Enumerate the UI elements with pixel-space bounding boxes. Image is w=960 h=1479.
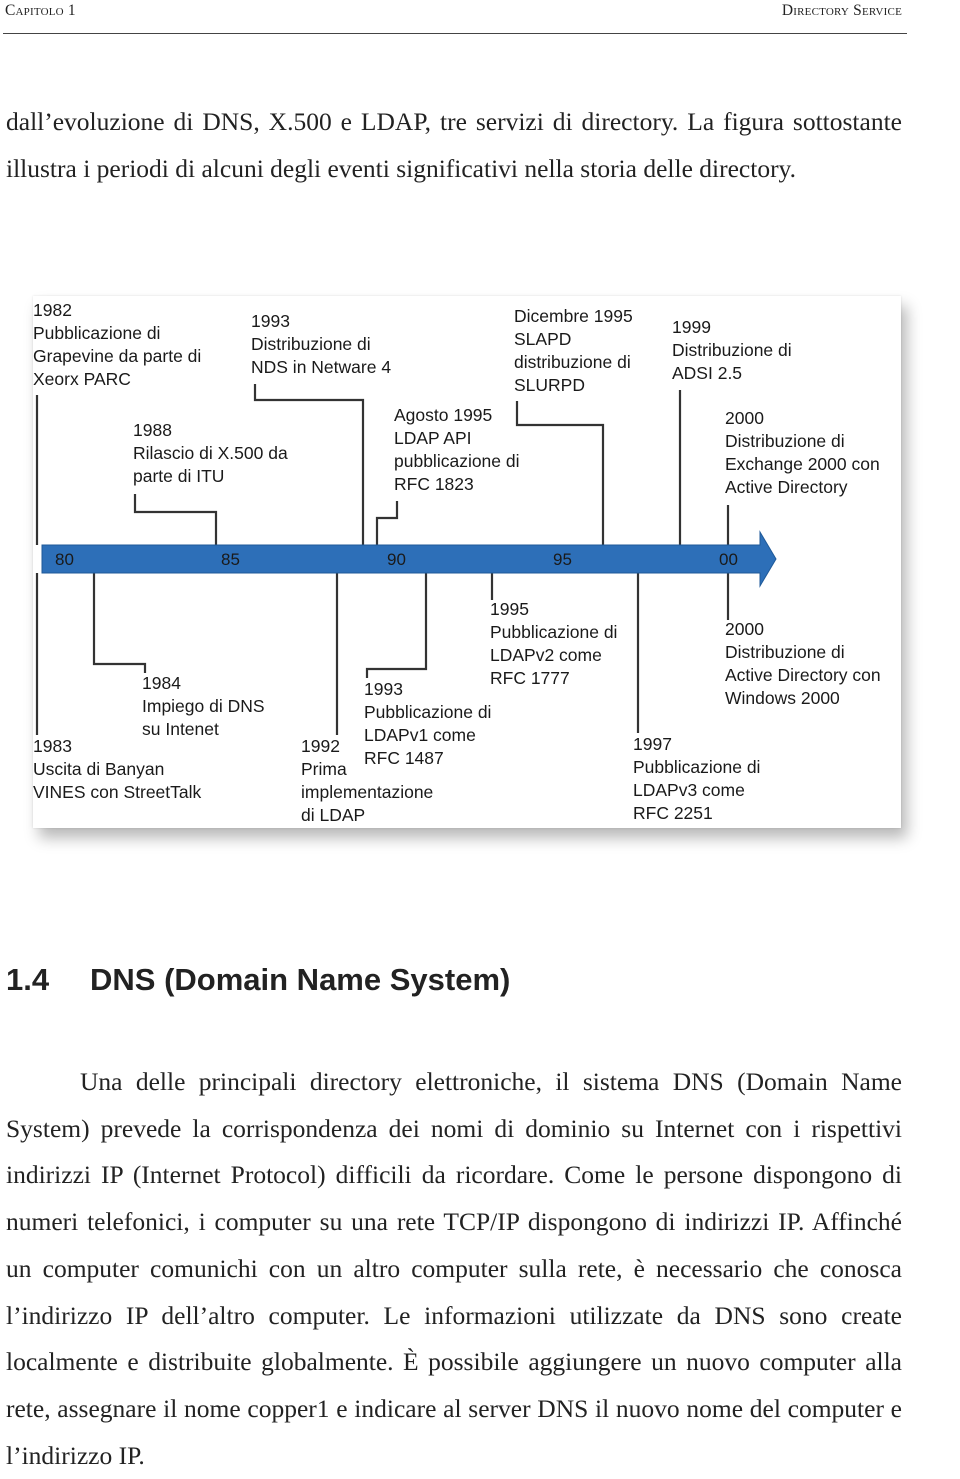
event-aug1995: Agosto 1995 LDAP API pubblicazione di RFC 1823 (394, 405, 520, 494)
chapter-label: Capitolo 1 (5, 2, 76, 19)
event-1982: 1982 Pubblicazione di Grapevine da parte di Xeorx PARC (33, 300, 202, 389)
event-1988: 1988 Rilascio di X.500 da parte di ITU (133, 420, 288, 486)
event-1997: 1997 Pubblicazione di LDAPv3 come RFC 2251 (633, 734, 761, 823)
event-2000-exchange: 2000 Distribuzione di Exchange 2000 con Active Directory (725, 408, 880, 497)
axis-tick: 80 (55, 550, 74, 569)
section-number: 1.4 (6, 962, 50, 997)
intro-paragraph: dall’evoluzione di DNS, X.500 e LDAP, tre servizi di directory. La figura sottostante illustra i periodi di alcuni degli eventi significativi nella storia delle directory. (6, 107, 902, 183)
timeline-axis-arrow (42, 532, 776, 586)
events-above (33, 300, 885, 497)
connector-dec1995 (517, 401, 603, 545)
event-1992: 1992 Prima implementazione di LDAP (301, 736, 434, 825)
events-below (33, 599, 885, 825)
event-1993-ldapv1: 1993 Pubblicazione di LDAPv1 come RFC 1487 (364, 679, 492, 768)
event-2000-ad: 2000 Distribuzione di Active Directory con Windows 2000 (725, 619, 881, 708)
event-1999: 1999 Distribuzione di ADSI 2.5 (672, 317, 792, 383)
event-1983: 1983 Uscita di Banyan VINES con StreetTalk (33, 736, 202, 802)
running-title: Directory Service (781, 2, 902, 19)
axis-tick: 00 (719, 550, 738, 569)
event-1984: 1984 Impiego di DNS su Intenet (142, 673, 265, 739)
event-dec1995: Dicembre 1995 SLAPD distribuzione di SLURPD (514, 306, 633, 395)
timeline-figure (33, 296, 901, 828)
connector-1984 (94, 573, 145, 673)
section-title: DNS (Domain Name System) (90, 962, 511, 997)
body-paragraph: Una delle principali directory elettroniche, il sistema DNS (Domain Name System) prevede la corrispondenza dei nomi di dominio su Internet con i rispettivi indirizzi IP (Internet Protocol) difficili da ricordare. Come le persone dispongono di numeri telefonici, i computer su una rete TCP/IP dispongono di indirizzi IP. Affinché un computer comunichi con un altro computer sulla rete, è necessario che conosca l’indirizzo IP dell’altro computer. Le informazioni utilizzate da DNS sono create localmente e distribuite globalmente. È possibile aggiungere un nuovo computer alla rete, assegnare il nome copper1 e indicare al server DNS il nuovo nome del computer e l’indirizzo IP. (6, 1067, 902, 1470)
event-1995-ldapv2: 1995 Pubblicazione di LDAPv2 come RFC 1777 (490, 599, 618, 688)
connector-1993-nds (255, 384, 363, 545)
axis-tick: 85 (221, 550, 240, 569)
connector-1988 (135, 494, 216, 545)
event-1993-nds: 1993 Distribuzione di NDS in Netware 4 (251, 311, 392, 377)
connector-aug1995 (377, 501, 397, 545)
axis-tick: 90 (387, 550, 406, 569)
axis-tick: 95 (553, 550, 572, 569)
connector-1993-ldapv1 (367, 573, 426, 678)
